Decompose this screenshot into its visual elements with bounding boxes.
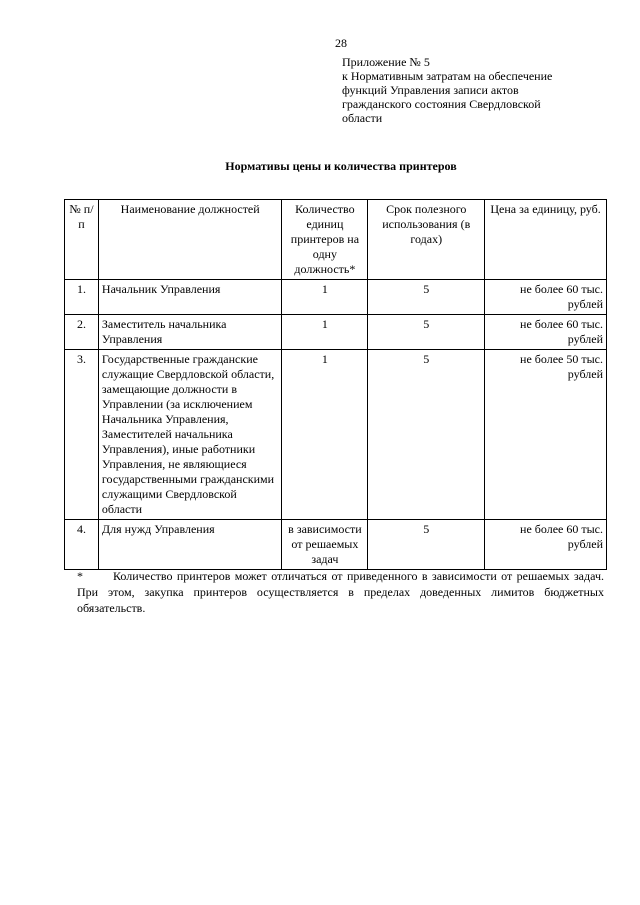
row-quantity: 1 xyxy=(282,280,368,315)
row-useful-life: 5 xyxy=(368,350,485,520)
document-title: Нормативы цены и количества принтеров xyxy=(225,159,457,173)
footnote-marker: * xyxy=(77,569,83,583)
row-price xyxy=(485,315,607,350)
row-position: Заместитель начальника Управления xyxy=(98,315,282,350)
row-position: Начальник Управления xyxy=(98,280,282,315)
header-useful-life: Срок полезного использования (в годах) xyxy=(368,200,485,280)
header-quantity: Количество единиц принтеров на одну должность* xyxy=(282,200,368,280)
row-number: 3. xyxy=(65,350,99,520)
row-price xyxy=(485,280,607,315)
price-line: рублей xyxy=(567,537,603,551)
footnote-text: Количество принтеров может отличаться от приведенного в зависимости от решаемых задач. При этом, закупка принтеров осуществляется в пределах доведенных лимитов бюджетных обязательств. xyxy=(77,569,604,615)
printer-norms-table xyxy=(64,199,607,570)
row-quantity: в зависимости от решаемых задач xyxy=(282,520,368,570)
row-number: 4. xyxy=(65,520,99,570)
row-number: 1. xyxy=(65,280,99,315)
row-position: Государственные гражданские служащие Свердловской области, замещающие должности в Управлении (за исключением Начальника Управления, Заместителей начальника Управления), иные работники Управления, не являющиеся государственными гражданскими служащими Свердловской области xyxy=(98,350,282,520)
price-line: рублей xyxy=(567,332,603,346)
page-number: 28 xyxy=(335,36,347,50)
row-price xyxy=(485,350,607,520)
row-quantity: 1 xyxy=(282,315,368,350)
row-price xyxy=(485,520,607,570)
table-header-row xyxy=(65,200,607,280)
appendix-line: области xyxy=(342,111,383,125)
price-line: рублей xyxy=(567,297,603,311)
appendix-line: к Нормативным затратам на обеспечение xyxy=(342,69,553,83)
price-line: рублей xyxy=(567,367,603,381)
price-line: не более 50 тыс. xyxy=(520,352,603,366)
price-line: не более 60 тыс. xyxy=(520,282,603,296)
appendix-line: гражданского состояния Свердловской xyxy=(342,97,541,111)
header-position: Наименование должностей xyxy=(98,200,282,280)
appendix-note xyxy=(342,55,602,125)
header-number: № п/п xyxy=(65,200,99,280)
table-row xyxy=(65,520,607,570)
row-position: Для нужд Управления xyxy=(98,520,282,570)
appendix-line: Приложение № 5 xyxy=(342,55,430,69)
row-number: 2. xyxy=(65,315,99,350)
footnote xyxy=(77,568,604,616)
price-line: не более 60 тыс. xyxy=(520,522,603,536)
table-row xyxy=(65,315,607,350)
row-useful-life: 5 xyxy=(368,520,485,570)
header-price: Цена за единицу, руб. xyxy=(485,200,607,280)
row-quantity: 1 xyxy=(282,350,368,520)
appendix-line: функций Управления записи актов xyxy=(342,83,519,97)
row-useful-life: 5 xyxy=(368,280,485,315)
table-row xyxy=(65,280,607,315)
price-line: не более 60 тыс. xyxy=(520,317,603,331)
row-useful-life: 5 xyxy=(368,315,485,350)
table-row xyxy=(65,350,607,520)
